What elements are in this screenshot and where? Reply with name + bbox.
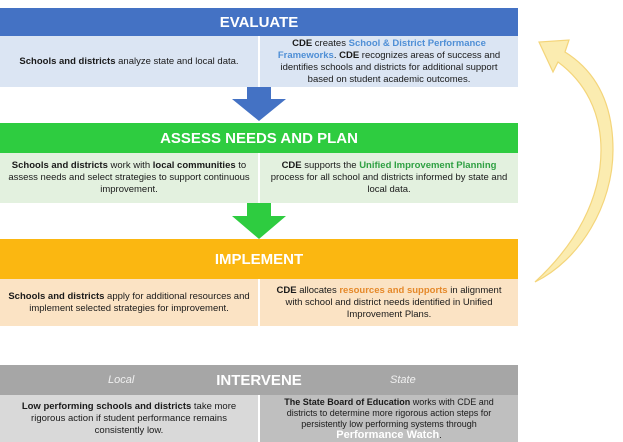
intervene-left-text: take more rigorous action if student performance remains consistently low.: [31, 400, 237, 436]
evaluate-right-bold-2: CDE: [339, 49, 360, 61]
implement-right-text-1: allocates: [296, 284, 340, 296]
evaluate-title: EVALUATE: [219, 13, 299, 31]
assess-right-cell: [260, 153, 518, 203]
evaluate-right-text-2: .: [333, 49, 340, 61]
evaluate-right-text-1: creates: [312, 37, 349, 49]
intervene-state-label: State: [390, 374, 416, 386]
cycle-arrow-icon: [525, 20, 620, 290]
implement-title: IMPLEMENT: [214, 250, 304, 268]
evaluate-right-text-3: recognizes areas of success and identifies schools and districts for additional support based on student academic outcomes.: [280, 49, 501, 85]
intervene-right-bold: The State Board of Education: [284, 396, 411, 407]
intervene-right-text-1: works with CDE and districts to determine more rigorous action steps for persistently low performing systems through: [286, 396, 494, 429]
assess-header: [0, 123, 518, 153]
assess-left-text-2: to assess needs and select strategies to support continuous improvement.: [8, 160, 250, 195]
intervene-header: [0, 365, 518, 395]
evaluate-header: [0, 8, 518, 36]
resources-and-supports-link[interactable]: resources and supports: [339, 284, 448, 296]
intervene-right-text-2: .: [439, 429, 442, 440]
implement-right-cell: [260, 279, 518, 326]
intervene-right-cell: [260, 395, 518, 442]
unified-improvement-planning-link[interactable]: Unified Improvement Planning: [359, 160, 497, 171]
intervene-left-cell: [0, 395, 258, 442]
implement-right-bold: CDE: [276, 284, 297, 296]
down-arrow-icon: [232, 203, 286, 239]
intervene-left-bold: Low performing schools and districts: [21, 400, 192, 412]
assess-left-bold-1: Schools and districts: [11, 160, 108, 171]
assess-right-bold: CDE: [281, 160, 302, 171]
evaluate-left-text: analyze state and local data.: [115, 55, 239, 67]
down-arrow-icon: [232, 87, 286, 121]
assess-left-cell: [0, 153, 258, 203]
performance-frameworks-link[interactable]: School & District Performance Frameworks: [277, 37, 486, 61]
assess-right-text-1: supports the: [301, 160, 360, 171]
evaluate-left-bold: Schools and districts: [19, 55, 116, 67]
implement-left-text: apply for additional resources and implement selected strategies for improvement.: [29, 290, 250, 314]
implement-right-text-2: in alignment with school and district needs identified in Unified Improvement Plans.: [285, 284, 502, 320]
evaluate-right-cell: [260, 36, 518, 87]
assess-left-text-1: work with: [107, 160, 153, 171]
implement-left-cell: [0, 279, 258, 326]
performance-watch-link[interactable]: Performance Watch: [336, 428, 440, 441]
intervene-title: INTERVENE: [216, 371, 302, 389]
assess-left-bold-2: local communities: [152, 160, 236, 171]
evaluate-right-bold-1: CDE: [292, 37, 313, 49]
evaluate-left-cell: [0, 36, 258, 87]
intervene-local-label: Local: [108, 374, 135, 386]
implement-left-bold: Schools and districts: [8, 290, 105, 302]
assess-right-text-2: process for all school and districts informed by state and local data.: [270, 172, 508, 195]
assess-title: ASSESS NEEDS AND PLAN: [160, 129, 358, 147]
implement-header: [0, 239, 518, 279]
